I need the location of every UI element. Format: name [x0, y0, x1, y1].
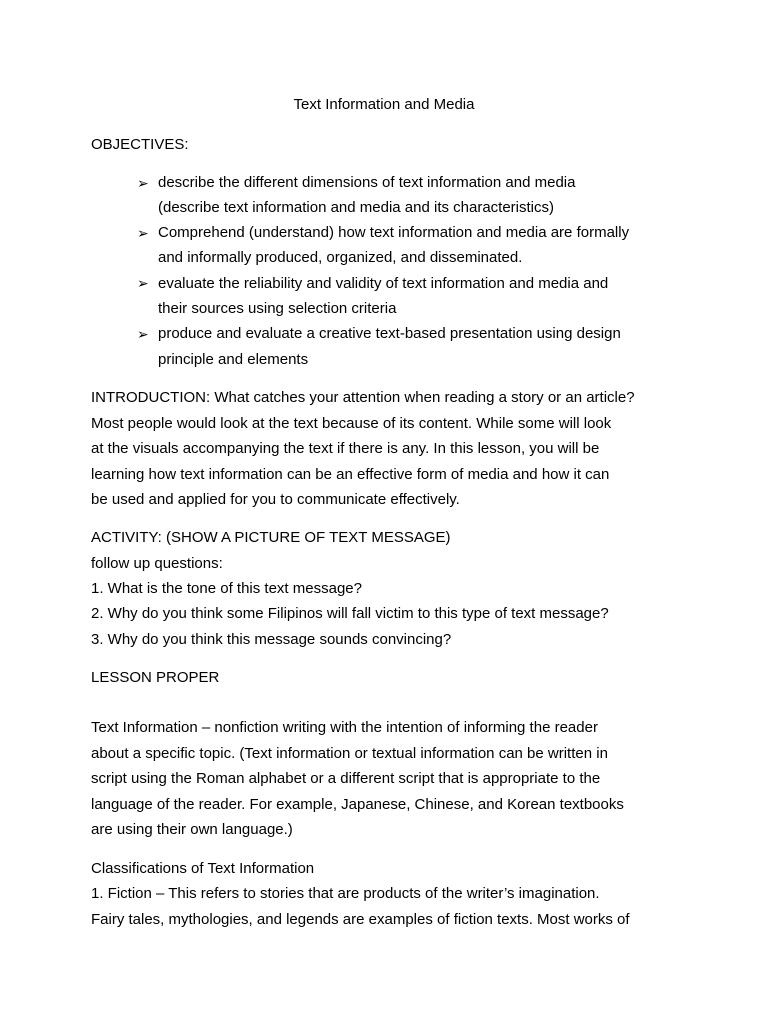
objective-3-line-1: evaluate the reliability and validity of text information and media and [158, 275, 609, 292]
lesson-proper-heading: LESSON PROPER [91, 669, 220, 686]
activity-question-3: 3. Why do you think this message sounds convincing? [91, 631, 452, 648]
introduction-line-2: Most people would look at the text because of its content. While some will look [91, 415, 612, 432]
text-information-line-1: Text Information – nonfiction writing with the intention of informing the reader [91, 719, 598, 736]
arrowhead-bullet-icon: ➢ [137, 326, 149, 342]
text-information-line-2: about a specific topic. (Text information or textual information can be written in [91, 745, 608, 762]
objectives-heading: OBJECTIVES: [91, 136, 189, 153]
activity-question-1: 1. What is the tone of this text message? [91, 580, 362, 597]
activity-followup: follow up questions: [91, 555, 223, 572]
objective-4-line-1: produce and evaluate a creative text-based presentation using design [158, 325, 621, 342]
text-information-line-4: language of the reader. For example, Japanese, Chinese, and Korean textbooks [91, 796, 624, 813]
arrowhead-bullet-icon: ➢ [137, 175, 149, 191]
classifications-line-1: 1. Fiction – This refers to stories that are products of the writer’s imagination. [91, 885, 600, 902]
objective-3-line-2: their sources using selection criteria [158, 300, 397, 317]
document-title: Text Information and Media [293, 96, 475, 113]
objective-2-line-1: Comprehend (understand) how text information and media are formally [158, 224, 630, 241]
introduction-line-4: learning how text information can be an effective form of media and how it can [91, 466, 610, 483]
introduction-line-3: at the visuals accompanying the text if there is any. In this lesson, you will be [91, 440, 600, 457]
classifications-line-2: Fairy tales, mythologies, and legends are examples of fiction texts. Most works of [91, 911, 630, 928]
objective-1-line-2: (describe text information and media and its characteristics) [158, 199, 555, 216]
objective-2-line-2: and informally produced, organized, and disseminated. [158, 249, 523, 266]
introduction-line-1: INTRODUCTION: What catches your attention when reading a story or an article? [91, 389, 635, 406]
arrowhead-bullet-icon: ➢ [137, 275, 149, 291]
activity-heading: ACTIVITY: (SHOW A PICTURE OF TEXT MESSAGE) [91, 529, 451, 546]
objective-1-line-1: describe the different dimensions of text information and media [158, 174, 576, 191]
text-information-line-3: script using the Roman alphabet or a different script that is appropriate to the [91, 770, 601, 787]
text-information-line-5: are using their own language.) [91, 821, 293, 838]
activity-question-2: 2. Why do you think some Filipinos will fall victim to this type of text message? [91, 605, 609, 622]
classifications-heading: Classifications of Text Information [91, 860, 315, 877]
objective-4-line-2: principle and elements [158, 351, 309, 368]
introduction-line-5: be used and applied for you to communicate effectively. [91, 491, 460, 508]
arrowhead-bullet-icon: ➢ [137, 225, 149, 241]
